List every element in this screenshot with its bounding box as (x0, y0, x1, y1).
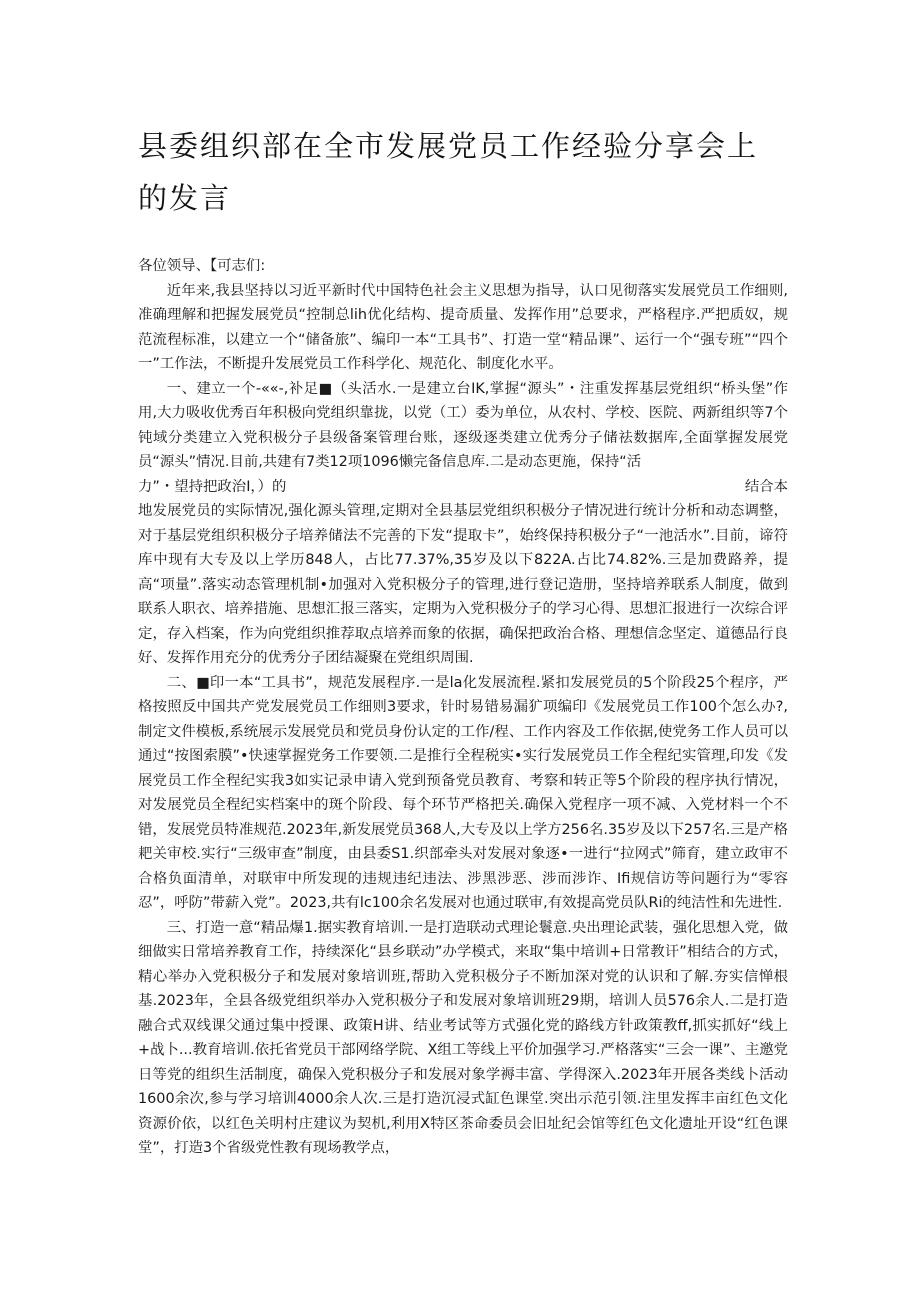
salutation: 各位领导、【可志们: (138, 258, 266, 274)
section1-paragraph: 一、建立一个-««-,补足■（头活水.一是建立台IK,掌握“源头”・注重发挥基层党组织“桥头堡”作用,大力吸收优秀百年积极向党组织靠拢，以党（工）委为单位，从农村、学校、医院、两新组织等7个钝域分类建立入党积极分子县级备案管理台账，逐级逐类建立优秀分子储祛数据库,全面掌握发展党员“源头”情况.目前,共建有7类12项1096懒完备信息库.二是动态更施，保持“活 (138, 380, 788, 470)
section1-gap-left: 力”・望持把政治I，）的 (138, 478, 287, 495)
section2-paragraph: 二、■印一本“工具书”，规范发展程序.一是la化发展流程.紧扣发展党员的5个阶段25个程序，严格按照反中国共产党发展党员工作细则3要求，针时易错易漏犷项编印《发展党员工作100个怎么办?,制定文件模板,系统展示发展党员和党员身份认定的工作/程、工作内容及工作依据,使党务工作人员可以通过“按图索膜”•快速掌握党务工作要领.二是推行全程税实•实行发展党员工作全程纪实管理,印发《发展党员工作全程纪实我3如实记录申请入党到预备党员教育、考察和转正等5个阶段的程序执行情况，对发展党员全程纪实档案中的斑个阶段、每个环节严格把关.确保入党程序一项不减、入党材料一个不错，发展党员特准规范.2023年,新发展党员368人,大专及以上学方256名.35岁及以下257名.三是产格耙关审校.实行“三级审查”制度，由县委S1.织部牵头对发展对象逐•一进行“拉网式”筛育，建立政审不合格负面清单，对联审中所发现的违规违纪违法、涉黑涉恶、涉而涉诈、Ifi规信访等问题行为“零容忍”，呼防”带薪入党”。2023,共有lc100余名发展对也通过联审,有效提高党员队Ri的纯洁性和先进性. (138, 674, 788, 911)
section1-gap-right: 结合本 (744, 478, 788, 495)
intro-paragraph: 近年来,我县坚持以习近平新时代中国特色社会主义思想为指导，认口见彻落实发展党员工作细则,准确理解和把握发展党员“控制总lih优化结构、提奇质量、发挥作用”总要求，严格程序.严把质奴，规范流程标准，以建立一个“储备旅”、编印一本“工具书”、打造一堂“精品课”、运行一个“强专班”“四个一”工作法，不断提升发展党员工作科学化、规范化、制度化水平。 (138, 282, 788, 372)
section3-paragraph: 三、打造一意“精品爆1.据实教育培训.一是打造联动式理论鬟意.央出理论武装，强化思想入党，做细做实日常培养教育工作，持续深化“县乡联动”办学模式，来取“集中培训+日常教讦”相结合的方式，精心举办入党积极分子和发展对象培训班,帮助入党积极分子不断加深对党的认识和了解.夯实信惮根基.2023年，全县各级党组织举办入党积极分子和发展对象培训班29期，培训人员576余人.二是打造融合式双线课父通过集中授课、政策H讲、结业考试等方式强化党的路线方针政策教ff,抓实抓好“线上+战卜...教育培训.依托省党员干部网络学院、X组工等线上平价加强学习.严格落实“三会一课”、主邀党日等党的组织生活制度，确保入党积极分子和发展对象学褥丰富、学得深入.2023年开展各类线卜活动1600余次,参与学习培训4000余人次.三是打造沉浸式缸色课堂.突出示范引领.注里发挥丰亩红色文化资源价依，以红色关明村庄建议为契机,利用X特区茶命委员会旧址纪会馆等红色文化遗址开设“红色课堂”，打造3个省级党性教有现场教学点， (138, 919, 788, 1156)
document-title: 县委组织部在全市发展党员工作经验分享会上的发言 (138, 129, 759, 215)
section1-gap-line (138, 475, 788, 500)
section1-continuation: 地发展党员的实际情况,强化源头管理,定期对全县基层党组织积极分子情况进行统计分析和动态调整，对于基层党组织积极分子培养储法不完善的下发“提取卡”，始终保持积极分子“一池活水”.目前，谛符库中现有大专及以上学历848人，占比77.37%,35岁及以下822A.占比74.82%.三是加费路养，提高“项量”.落实动态管理机制•加强对入党积极分子的管理,进行登记造册，坚持培养联系人制度，做到联系人职衣、培养措施、思想汇报三落实，定期为入党积极分子的学习心得、思想汇报进行一次综合评定，存入档案，作为向党组织推荐取点培养而象的依据，确保把政治合格、理想信念坚定、道德品行良好、发挥作用充分的优秀分子团结凝聚在党组织周围. (138, 503, 788, 666)
document-page (138, 120, 788, 1161)
